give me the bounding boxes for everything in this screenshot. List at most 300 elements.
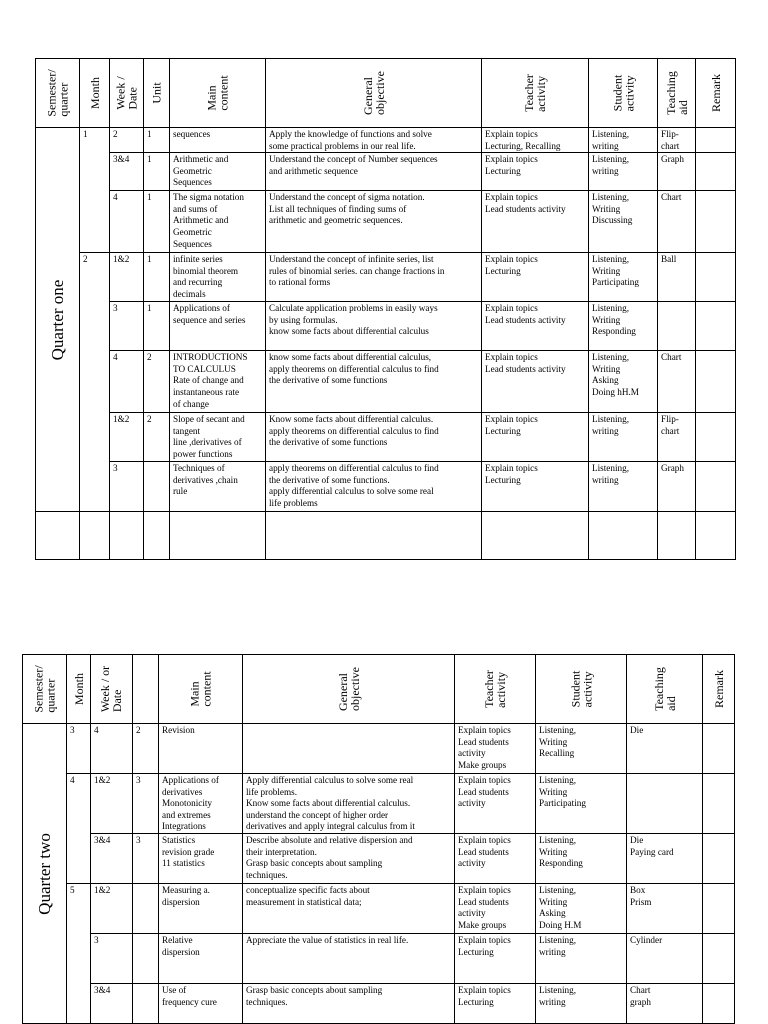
teacher-line: Explain topics bbox=[485, 154, 538, 165]
quarter-cell bbox=[23, 724, 67, 1024]
header-label: Teacher bbox=[521, 74, 536, 112]
teacher-line: Explain topics bbox=[458, 885, 511, 895]
empty-cell bbox=[170, 512, 266, 560]
student-cell bbox=[589, 462, 658, 512]
content-line: and sums of bbox=[173, 203, 218, 214]
unit-cell: 1 bbox=[144, 253, 170, 302]
table-row bbox=[36, 302, 736, 351]
content-line: INTRODUCTIONS bbox=[173, 352, 248, 363]
aid-line: Die bbox=[630, 835, 644, 845]
teacher-line: activity bbox=[458, 748, 486, 759]
objective-line: apply differential calculus to solve some real bbox=[269, 486, 434, 497]
objective-line: Understand the concept of sigma notation. bbox=[269, 192, 425, 203]
student-line: Asking bbox=[539, 908, 566, 919]
objective-cell bbox=[266, 191, 482, 253]
student-cell bbox=[589, 191, 658, 253]
student-line: Listening, bbox=[592, 352, 630, 363]
objective-line: Calculate application problems in easily ways bbox=[269, 303, 438, 314]
teacher-line: Explain topics bbox=[458, 935, 511, 945]
month-cell bbox=[80, 351, 110, 413]
remark-cell bbox=[696, 128, 736, 153]
objective-cell bbox=[266, 351, 482, 413]
empty-cell bbox=[80, 512, 110, 560]
student-cell bbox=[589, 253, 658, 302]
objective-line: Understand the concept of Number sequences bbox=[269, 154, 438, 165]
student-line: Listening, bbox=[592, 463, 630, 474]
teacher-line: Lecturing bbox=[485, 265, 521, 276]
table-row bbox=[23, 774, 735, 834]
content-line: infinite series bbox=[173, 254, 223, 265]
teacher-line: activity bbox=[458, 908, 486, 919]
student-line: Recalling bbox=[539, 748, 575, 759]
header-label: activity bbox=[533, 75, 548, 112]
week-cell: 4 bbox=[110, 351, 144, 413]
month-cell bbox=[67, 934, 91, 984]
month-cell: 4 bbox=[67, 774, 91, 834]
unit-cell: 2 bbox=[144, 413, 170, 462]
objective-line: Describe absolute and relative dispersion and bbox=[246, 835, 413, 845]
table-row bbox=[36, 351, 736, 413]
aid-line: Flip- bbox=[661, 129, 679, 139]
header-general-objective bbox=[243, 655, 455, 724]
teacher-cell bbox=[482, 413, 589, 462]
student-line: Doing H.M bbox=[539, 919, 582, 930]
week-cell: 1&2 bbox=[91, 884, 133, 934]
remark-cell bbox=[703, 834, 735, 884]
teacher-line: Explain topics bbox=[485, 414, 538, 425]
objective-line: life problems. bbox=[246, 786, 298, 797]
aid-cell bbox=[627, 884, 703, 934]
objective-cell bbox=[266, 413, 482, 462]
remark-cell bbox=[696, 351, 736, 413]
header-semester-quarter bbox=[36, 59, 80, 128]
objective-line: the derivative of some functions bbox=[269, 437, 388, 448]
aid-cell bbox=[627, 834, 703, 884]
content-line: Monotonicity bbox=[162, 798, 213, 809]
week-cell: 2 bbox=[110, 128, 144, 153]
month-cell: 5 bbox=[67, 884, 91, 934]
objective-line: Grasp basic concepts about sampling bbox=[246, 858, 383, 869]
student-line: Writing bbox=[539, 736, 568, 747]
student-cell bbox=[589, 413, 658, 462]
student-line: Writing bbox=[592, 265, 621, 276]
teacher-line: Lecturing bbox=[485, 474, 521, 485]
content-cell bbox=[170, 351, 266, 413]
objective-line: derivatives and apply integral calculus from it bbox=[246, 821, 415, 832]
objective-line: techniques. bbox=[246, 996, 288, 1007]
header-general-objective bbox=[266, 59, 482, 128]
week-cell: 3 bbox=[110, 302, 144, 351]
table-row bbox=[36, 153, 736, 191]
month-cell: 1 bbox=[80, 128, 110, 153]
content-line: Sequences bbox=[173, 177, 212, 188]
header-unit bbox=[144, 59, 170, 128]
objective-line: understand the concept of higher order bbox=[246, 809, 389, 820]
content-line: dispersion bbox=[162, 896, 200, 907]
student-line: Writing bbox=[592, 363, 621, 374]
content-cell bbox=[170, 128, 266, 153]
empty-cell bbox=[110, 512, 144, 560]
content-line: Relative bbox=[162, 935, 193, 945]
objective-line: Know some facts about differential calculus. bbox=[269, 414, 434, 425]
content-cell bbox=[170, 253, 266, 302]
student-cell bbox=[589, 128, 658, 153]
week-cell: 3 bbox=[110, 462, 144, 512]
objective-line: arithmetic and geometric sequences. bbox=[269, 215, 403, 226]
teacher-line: Lecturing bbox=[458, 946, 494, 957]
student-line: Listening, bbox=[592, 192, 630, 203]
teacher-line: Lecturing, Recalling bbox=[485, 140, 561, 151]
quarter-label: Quarter two bbox=[34, 832, 54, 915]
student-line: Responding bbox=[592, 326, 636, 337]
unit-cell: 1 bbox=[144, 302, 170, 351]
content-line: sequence and series bbox=[173, 314, 246, 325]
month-cell bbox=[80, 413, 110, 462]
remark-cell bbox=[696, 253, 736, 302]
content-line: 11 statistics bbox=[162, 858, 205, 869]
objective-line: Appreciate the value of statistics in real life. bbox=[246, 935, 409, 945]
quarter-label: Quarter one bbox=[47, 279, 67, 360]
empty-cell bbox=[589, 512, 658, 560]
content-cell bbox=[170, 302, 266, 351]
teacher-cell bbox=[482, 462, 589, 512]
header-label: Teaching bbox=[663, 71, 678, 115]
header-label: Remark bbox=[711, 670, 726, 708]
student-line: writing bbox=[592, 165, 619, 176]
objective-line: some practical problems in our real life. bbox=[269, 140, 416, 151]
objective-line: life problems bbox=[269, 497, 318, 508]
teacher-cell bbox=[455, 984, 536, 1024]
content-line: Measuring a. bbox=[162, 885, 210, 895]
content-cell bbox=[170, 413, 266, 462]
header-label: Student bbox=[567, 670, 582, 708]
header-teacher-activity bbox=[455, 655, 536, 724]
student-line: Writing bbox=[539, 896, 568, 907]
objective-line: by using formulas. bbox=[269, 314, 338, 325]
remark-cell bbox=[703, 984, 735, 1024]
aid-cell bbox=[658, 462, 696, 512]
remark-cell bbox=[703, 774, 735, 834]
teacher-cell bbox=[482, 191, 589, 253]
content-line: of change bbox=[173, 398, 209, 409]
aid-cell bbox=[627, 724, 703, 774]
objective-line: Apply differential calculus to solve some real bbox=[246, 775, 414, 785]
student-line: Listening, bbox=[539, 985, 577, 995]
objective-cell bbox=[243, 724, 455, 774]
unit-cell bbox=[133, 984, 159, 1024]
teacher-line: Make groups bbox=[458, 919, 507, 930]
aid-line: Cylinder bbox=[630, 935, 663, 945]
teacher-line: activity bbox=[458, 798, 486, 809]
header-remark bbox=[696, 59, 736, 128]
teacher-cell bbox=[455, 724, 536, 774]
objective-cell bbox=[266, 128, 482, 153]
teacher-line: Lecturing bbox=[458, 996, 494, 1007]
content-line: derivatives ,chain bbox=[173, 474, 238, 485]
student-line: Responding bbox=[539, 858, 583, 869]
aid-line: Chart bbox=[661, 192, 682, 203]
objective-line: and arithmetic sequence bbox=[269, 165, 358, 176]
table-header-row bbox=[36, 59, 736, 128]
aid-cell bbox=[658, 153, 696, 191]
objective-line: measurement in statistical data; bbox=[246, 896, 362, 907]
unit-cell: 2 bbox=[144, 351, 170, 413]
student-line: Participating bbox=[592, 277, 639, 288]
header-label: Date bbox=[110, 689, 125, 713]
teacher-line: Explain topics bbox=[485, 303, 538, 314]
header-main-content bbox=[159, 655, 243, 724]
header-label: quarter bbox=[43, 678, 58, 713]
aid-line: Ball bbox=[661, 254, 677, 265]
empty-cell bbox=[266, 512, 482, 560]
objective-line: Know some facts about differential calculus. bbox=[246, 798, 411, 809]
header-label: Semester/ bbox=[31, 665, 46, 713]
student-line: Writing bbox=[592, 203, 621, 214]
table-row bbox=[23, 724, 735, 774]
aid-cell bbox=[627, 984, 703, 1024]
content-line: binomial theorem bbox=[173, 265, 239, 276]
objective-line: Understand the concept of infinite series, list bbox=[269, 254, 434, 265]
aid-cell bbox=[627, 934, 703, 984]
objective-cell bbox=[266, 153, 482, 191]
month-cell: 3 bbox=[67, 724, 91, 774]
week-cell: 3&4 bbox=[91, 834, 133, 884]
content-cell bbox=[170, 153, 266, 191]
content-line: and recurring bbox=[173, 277, 223, 288]
student-line: writing bbox=[592, 425, 619, 436]
teacher-line: Lead students bbox=[458, 786, 509, 797]
student-line: writing bbox=[592, 474, 619, 485]
content-line: line ,derivatives of bbox=[173, 437, 242, 448]
student-line: Listening, bbox=[539, 775, 577, 785]
header-label: content bbox=[216, 75, 231, 111]
student-line: Doing hH.M bbox=[592, 386, 639, 397]
header-label: Date bbox=[125, 87, 140, 110]
student-cell bbox=[589, 153, 658, 191]
student-line: Listening, bbox=[539, 885, 577, 895]
remark-cell bbox=[703, 884, 735, 934]
objective-line: the derivative of some functions. bbox=[269, 474, 390, 485]
teacher-line: Explain topics bbox=[485, 352, 538, 363]
header-teaching-aid bbox=[658, 59, 696, 128]
content-line: Geometric bbox=[173, 165, 212, 176]
content-line: Use of bbox=[162, 985, 187, 995]
month-cell bbox=[80, 462, 110, 512]
student-cell bbox=[536, 834, 627, 884]
content-line: TO CALCULUS bbox=[173, 363, 236, 374]
quarter-cell bbox=[36, 128, 80, 512]
content-line: Arithmetic and bbox=[173, 215, 229, 226]
content-cell bbox=[159, 774, 243, 834]
objective-line: apply theorems on differential calculus to find bbox=[269, 363, 439, 374]
remark-cell bbox=[703, 934, 735, 984]
month-cell bbox=[80, 153, 110, 191]
teacher-line: Explain topics bbox=[485, 254, 538, 265]
student-line: Listening, bbox=[539, 725, 577, 735]
table-row bbox=[36, 128, 736, 153]
header-week-date bbox=[91, 655, 133, 724]
objective-line: apply theorems on differential calculus to find bbox=[269, 425, 439, 436]
content-line: Arithmetic and bbox=[173, 154, 229, 165]
content-cell bbox=[159, 884, 243, 934]
month-cell bbox=[80, 302, 110, 351]
content-line: Statistics bbox=[162, 835, 196, 845]
aid-line: Paying card bbox=[630, 846, 674, 857]
quarter-two-table bbox=[22, 654, 735, 1024]
header-label: quarter bbox=[56, 82, 71, 117]
unit-cell: 3 bbox=[133, 774, 159, 834]
header-label: Unit bbox=[149, 82, 164, 104]
teacher-line: Explain topics bbox=[458, 835, 511, 845]
content-cell bbox=[159, 934, 243, 984]
empty-cell bbox=[658, 512, 696, 560]
table-row bbox=[23, 934, 735, 984]
objective-line: the derivative of some functions bbox=[269, 375, 388, 386]
content-line: dispersion bbox=[162, 946, 200, 957]
objective-line: techniques. bbox=[246, 869, 288, 880]
quarter-one-table bbox=[35, 58, 736, 560]
teacher-cell bbox=[482, 128, 589, 153]
teacher-cell bbox=[482, 153, 589, 191]
header-label: aid bbox=[675, 100, 690, 115]
aid-line: Chart bbox=[630, 985, 651, 995]
objective-line: apply theorems on differential calculus to find bbox=[269, 463, 439, 474]
table-row bbox=[36, 462, 736, 512]
unit-cell bbox=[133, 884, 159, 934]
student-cell bbox=[536, 934, 627, 984]
student-line: Listening, bbox=[592, 254, 630, 265]
month-cell bbox=[67, 984, 91, 1024]
objective-cell bbox=[243, 834, 455, 884]
header-student-activity bbox=[589, 59, 658, 128]
remark-cell bbox=[696, 413, 736, 462]
header-main-content bbox=[170, 59, 266, 128]
student-cell bbox=[536, 884, 627, 934]
unit-cell: 3 bbox=[133, 834, 159, 884]
content-line: Integrations bbox=[162, 821, 206, 832]
teacher-line: Lead students bbox=[458, 896, 509, 907]
unit-cell bbox=[144, 462, 170, 512]
header-label: Week / or bbox=[98, 665, 113, 713]
student-cell bbox=[536, 984, 627, 1024]
table-row bbox=[36, 253, 736, 302]
content-line: frequency cure bbox=[162, 996, 217, 1007]
teacher-line: Lead students activity bbox=[485, 314, 566, 325]
unit-cell: 2 bbox=[133, 724, 159, 774]
header-remark bbox=[703, 655, 735, 724]
content-line: instantaneous rate bbox=[173, 386, 240, 397]
unit-cell: 1 bbox=[144, 191, 170, 253]
content-cell bbox=[159, 834, 243, 884]
content-line: sequences bbox=[173, 129, 211, 139]
teacher-cell bbox=[482, 302, 589, 351]
objective-line: know some facts about differential calculus, bbox=[269, 352, 432, 363]
aid-line: chart bbox=[661, 140, 680, 151]
objective-line: to rational forms bbox=[269, 277, 331, 288]
header-label: Month bbox=[87, 76, 102, 110]
header-label: aid bbox=[663, 696, 678, 711]
empty-row bbox=[36, 512, 736, 560]
content-line: Techniques of bbox=[173, 463, 225, 474]
content-line: tangent bbox=[173, 425, 201, 436]
student-cell bbox=[589, 351, 658, 413]
header-label: Main bbox=[187, 681, 202, 707]
teacher-line: Explain topics bbox=[485, 463, 538, 474]
student-line: Writing bbox=[592, 314, 621, 325]
content-line: rule bbox=[173, 486, 188, 497]
objective-cell bbox=[243, 774, 455, 834]
content-line: Revision bbox=[162, 725, 195, 735]
week-cell: 1&2 bbox=[91, 774, 133, 834]
table-row bbox=[36, 191, 736, 253]
content-cell bbox=[159, 984, 243, 1024]
student-line: Listening, bbox=[592, 129, 630, 139]
teacher-line: Make groups bbox=[458, 759, 507, 770]
header-label: activity bbox=[493, 671, 508, 708]
teacher-line: Lecturing bbox=[485, 165, 521, 176]
content-line: and extremes bbox=[162, 809, 211, 820]
content-line: derivatives bbox=[162, 786, 203, 797]
student-line: Listening, bbox=[539, 835, 577, 845]
header-teaching-aid bbox=[627, 655, 703, 724]
student-line: Writing bbox=[539, 786, 568, 797]
aid-cell bbox=[658, 413, 696, 462]
objective-cell bbox=[243, 984, 455, 1024]
header-label: Main bbox=[204, 85, 219, 111]
header-label: activity bbox=[621, 75, 636, 112]
header-label: Week / bbox=[113, 76, 128, 110]
header-teacher-activity bbox=[482, 59, 589, 128]
aid-cell bbox=[658, 351, 696, 413]
teacher-line: Lead students activity bbox=[485, 363, 566, 374]
student-line: Participating bbox=[539, 798, 586, 809]
empty-cell bbox=[482, 512, 589, 560]
teacher-line: Explain topics bbox=[458, 985, 511, 995]
student-line: writing bbox=[539, 946, 566, 957]
aid-cell bbox=[658, 302, 696, 351]
empty-cell bbox=[696, 512, 736, 560]
empty-cell bbox=[144, 512, 170, 560]
header-month bbox=[80, 59, 110, 128]
content-line: The sigma notation bbox=[173, 192, 244, 203]
content-line: Slope of secant and bbox=[173, 414, 245, 425]
table-header-row bbox=[23, 655, 735, 724]
header-label: General bbox=[335, 673, 350, 711]
header-label: Month bbox=[71, 672, 86, 706]
content-line: Sequences bbox=[173, 238, 212, 249]
header-student-activity bbox=[536, 655, 627, 724]
teacher-line: activity bbox=[458, 858, 486, 869]
aid-line: graph bbox=[630, 996, 651, 1007]
header-month bbox=[67, 655, 91, 724]
objective-cell bbox=[266, 462, 482, 512]
header-label: objective bbox=[347, 667, 362, 711]
week-cell: 4 bbox=[91, 724, 133, 774]
header-unit bbox=[133, 655, 159, 724]
aid-line: chart bbox=[661, 425, 680, 436]
content-line: Applications of bbox=[162, 775, 219, 785]
student-line: Listening, bbox=[592, 414, 630, 425]
remark-cell bbox=[696, 191, 736, 253]
content-cell bbox=[159, 724, 243, 774]
teacher-line: Lecturing bbox=[485, 425, 521, 436]
student-line: Discussing bbox=[592, 215, 633, 226]
content-cell bbox=[170, 191, 266, 253]
week-cell: 1&2 bbox=[110, 413, 144, 462]
objective-line: know some facts about differential calculus bbox=[269, 326, 429, 337]
teacher-cell bbox=[482, 351, 589, 413]
aid-line: Graph bbox=[661, 463, 684, 474]
